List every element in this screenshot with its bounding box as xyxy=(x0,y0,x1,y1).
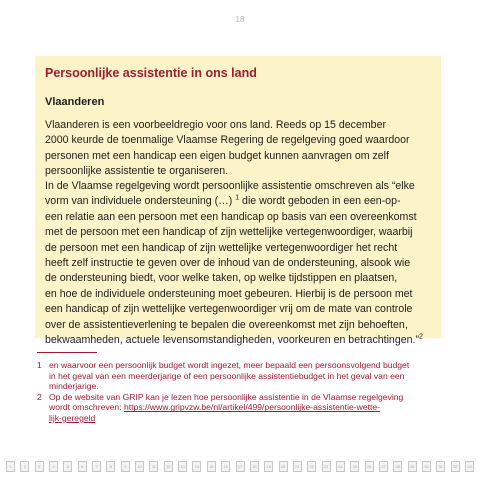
page-thumbnail[interactable]: 15 xyxy=(207,461,216,472)
page-thumbnail[interactable]: 1 xyxy=(6,461,15,472)
paragraph-line: 2000 keurde de toenmalige Vlaamse Regering de regelgeving goed waardoor xyxy=(45,134,410,147)
paragraph-line: Vlaanderen is een voorbeeldregio voor ons land. Reeds op 15 december xyxy=(45,119,386,131)
footnote-1 xyxy=(35,360,447,392)
page-thumbnail[interactable]: 5 xyxy=(63,461,72,472)
page-number: 18 xyxy=(235,15,245,24)
paragraph-line: In de Vlaamse regelgeving wordt persoonlijke assistentie omschreven als “elke xyxy=(45,180,415,192)
footnote-line: minderjarige. xyxy=(49,381,99,392)
footnote-number: 2 xyxy=(37,391,42,402)
page-thumbnail-strip xyxy=(6,461,474,473)
paragraph-line: de persoon met een handicap of zijn wettelijke vertegenwoordiger het recht xyxy=(45,241,398,254)
paragraph-1 xyxy=(45,118,437,180)
page-thumbnail[interactable]: 20 xyxy=(279,461,288,472)
page-thumbnail[interactable]: 21 xyxy=(293,461,302,472)
page-thumbnail[interactable]: 24 xyxy=(336,461,345,472)
page-thumbnail[interactable]: 12 xyxy=(164,461,173,472)
page-thumbnail[interactable]: 8 xyxy=(106,461,115,472)
paragraph-text: bekwaamheden, actuele levensomstandigheden, voorkeuren en betrachtingen.” xyxy=(45,334,419,347)
box-subtitle: Vlaanderen xyxy=(45,96,105,108)
footnotes xyxy=(35,360,447,424)
page-thumbnail[interactable]: 26 xyxy=(365,461,374,472)
page-thumbnail[interactable]: 18 xyxy=(250,461,259,472)
paragraph-text: vorm van individuele ondersteuning (…) xyxy=(45,195,236,208)
info-box xyxy=(35,56,441,347)
footnote-ref-2[interactable]: 2 xyxy=(418,333,423,341)
paragraph-line: en hoe de individuele ondersteuning moet gebeuren. Hierbij is de persoon met xyxy=(45,287,413,300)
box-title: Persoonlijke assistentie in ons land xyxy=(45,66,257,80)
page-thumbnail[interactable]: 3 xyxy=(35,461,44,472)
page-thumbnail[interactable]: 11 xyxy=(149,461,158,472)
paragraph-line: personen met een handicap een eigen budget kunnen aanvragen om zelf xyxy=(45,149,389,162)
paragraph-line: de ondersteuning biedt, voor welke taken, op welke tijdstippen en plaatsen, xyxy=(45,272,398,285)
page-thumbnail[interactable]: 13 xyxy=(178,461,187,472)
page-thumbnail[interactable]: 32 xyxy=(451,461,460,472)
paragraph-line: een handicap of zijn wettelijke vertegenwoordiger vrij om de mate van controle xyxy=(45,303,413,316)
page-thumbnail[interactable]: 31 xyxy=(436,461,445,472)
paragraph-text: die wordt geboden in een een-op- xyxy=(239,195,401,208)
page-thumbnail[interactable]: 19 xyxy=(264,461,273,472)
page-thumbnail[interactable]: 14 xyxy=(192,461,201,472)
paragraph-line xyxy=(45,333,437,348)
page-thumbnail[interactable]: 17 xyxy=(236,461,245,472)
footnote-line: Op de website van GRIP kan je lezen hoe persoonlijke assistentie in de Vlaamse regelgeving xyxy=(49,391,404,402)
page-thumbnail[interactable]: 4 xyxy=(49,461,58,472)
paragraph-line: persoonlijke assistentie te organiseren. xyxy=(45,165,229,178)
page-thumbnail[interactable]: 23 xyxy=(322,461,331,472)
footnote-ref-1[interactable]: 1 xyxy=(235,194,240,202)
footnote-line: in het geval van een meerderjarige of een persoonlijke assistentiebudget in het geval van een xyxy=(49,370,405,381)
footnote-line: en waarvoor een persoonlijk budget wordt ingezet, meer bepaald een persoonsvolgend budget xyxy=(49,360,410,370)
page-thumbnail[interactable]: 2 xyxy=(20,461,29,472)
paragraph-line: over de assistentieverlening te bepalen die overeenkomst met zijn behoeften, xyxy=(45,318,408,331)
paragraph-line xyxy=(45,194,437,209)
grip-link[interactable]: https://www.gripvzw.be/nl/artikel/499/persoonlijke-assistentie-wette- xyxy=(124,402,381,413)
page-thumbnail[interactable]: 22 xyxy=(307,461,316,472)
paragraph-line: heeft zelf instructie te geven over de inhoud van de ondersteuning, alsook wie xyxy=(45,257,411,270)
paragraph-2 xyxy=(45,179,437,348)
footnote-2 xyxy=(35,392,447,424)
footnote-text: wordt omschreven: xyxy=(49,402,124,413)
grip-link-continued[interactable]: lijk-geregeld xyxy=(49,412,96,423)
page-thumbnail[interactable]: 10 xyxy=(135,461,144,472)
page-thumbnail[interactable]: 7 xyxy=(92,461,101,472)
page-thumbnail[interactable]: 16 xyxy=(221,461,230,472)
footnote-divider xyxy=(37,352,97,353)
footnote-line xyxy=(49,413,447,424)
page-thumbnail[interactable]: 6 xyxy=(78,461,87,472)
paragraph-line: een relatie aan een persoon met een handicap op basis van een overeenkomst xyxy=(45,210,417,223)
page-thumbnail[interactable]: 33 xyxy=(465,461,474,472)
page-thumbnail[interactable]: 29 xyxy=(408,461,417,472)
page-thumbnail[interactable]: 25 xyxy=(350,461,359,472)
page-thumbnail[interactable]: 28 xyxy=(393,461,402,472)
page-thumbnail[interactable]: 30 xyxy=(422,461,431,472)
page-thumbnail[interactable]: 27 xyxy=(379,461,388,472)
page-thumbnail[interactable]: 9 xyxy=(121,461,130,472)
footnote-number: 1 xyxy=(37,360,42,370)
footnote-line xyxy=(49,402,447,413)
paragraph-line: met de persoon met een handicap of zijn wettelijke vertegenwoordiger, waarbij xyxy=(45,226,413,239)
